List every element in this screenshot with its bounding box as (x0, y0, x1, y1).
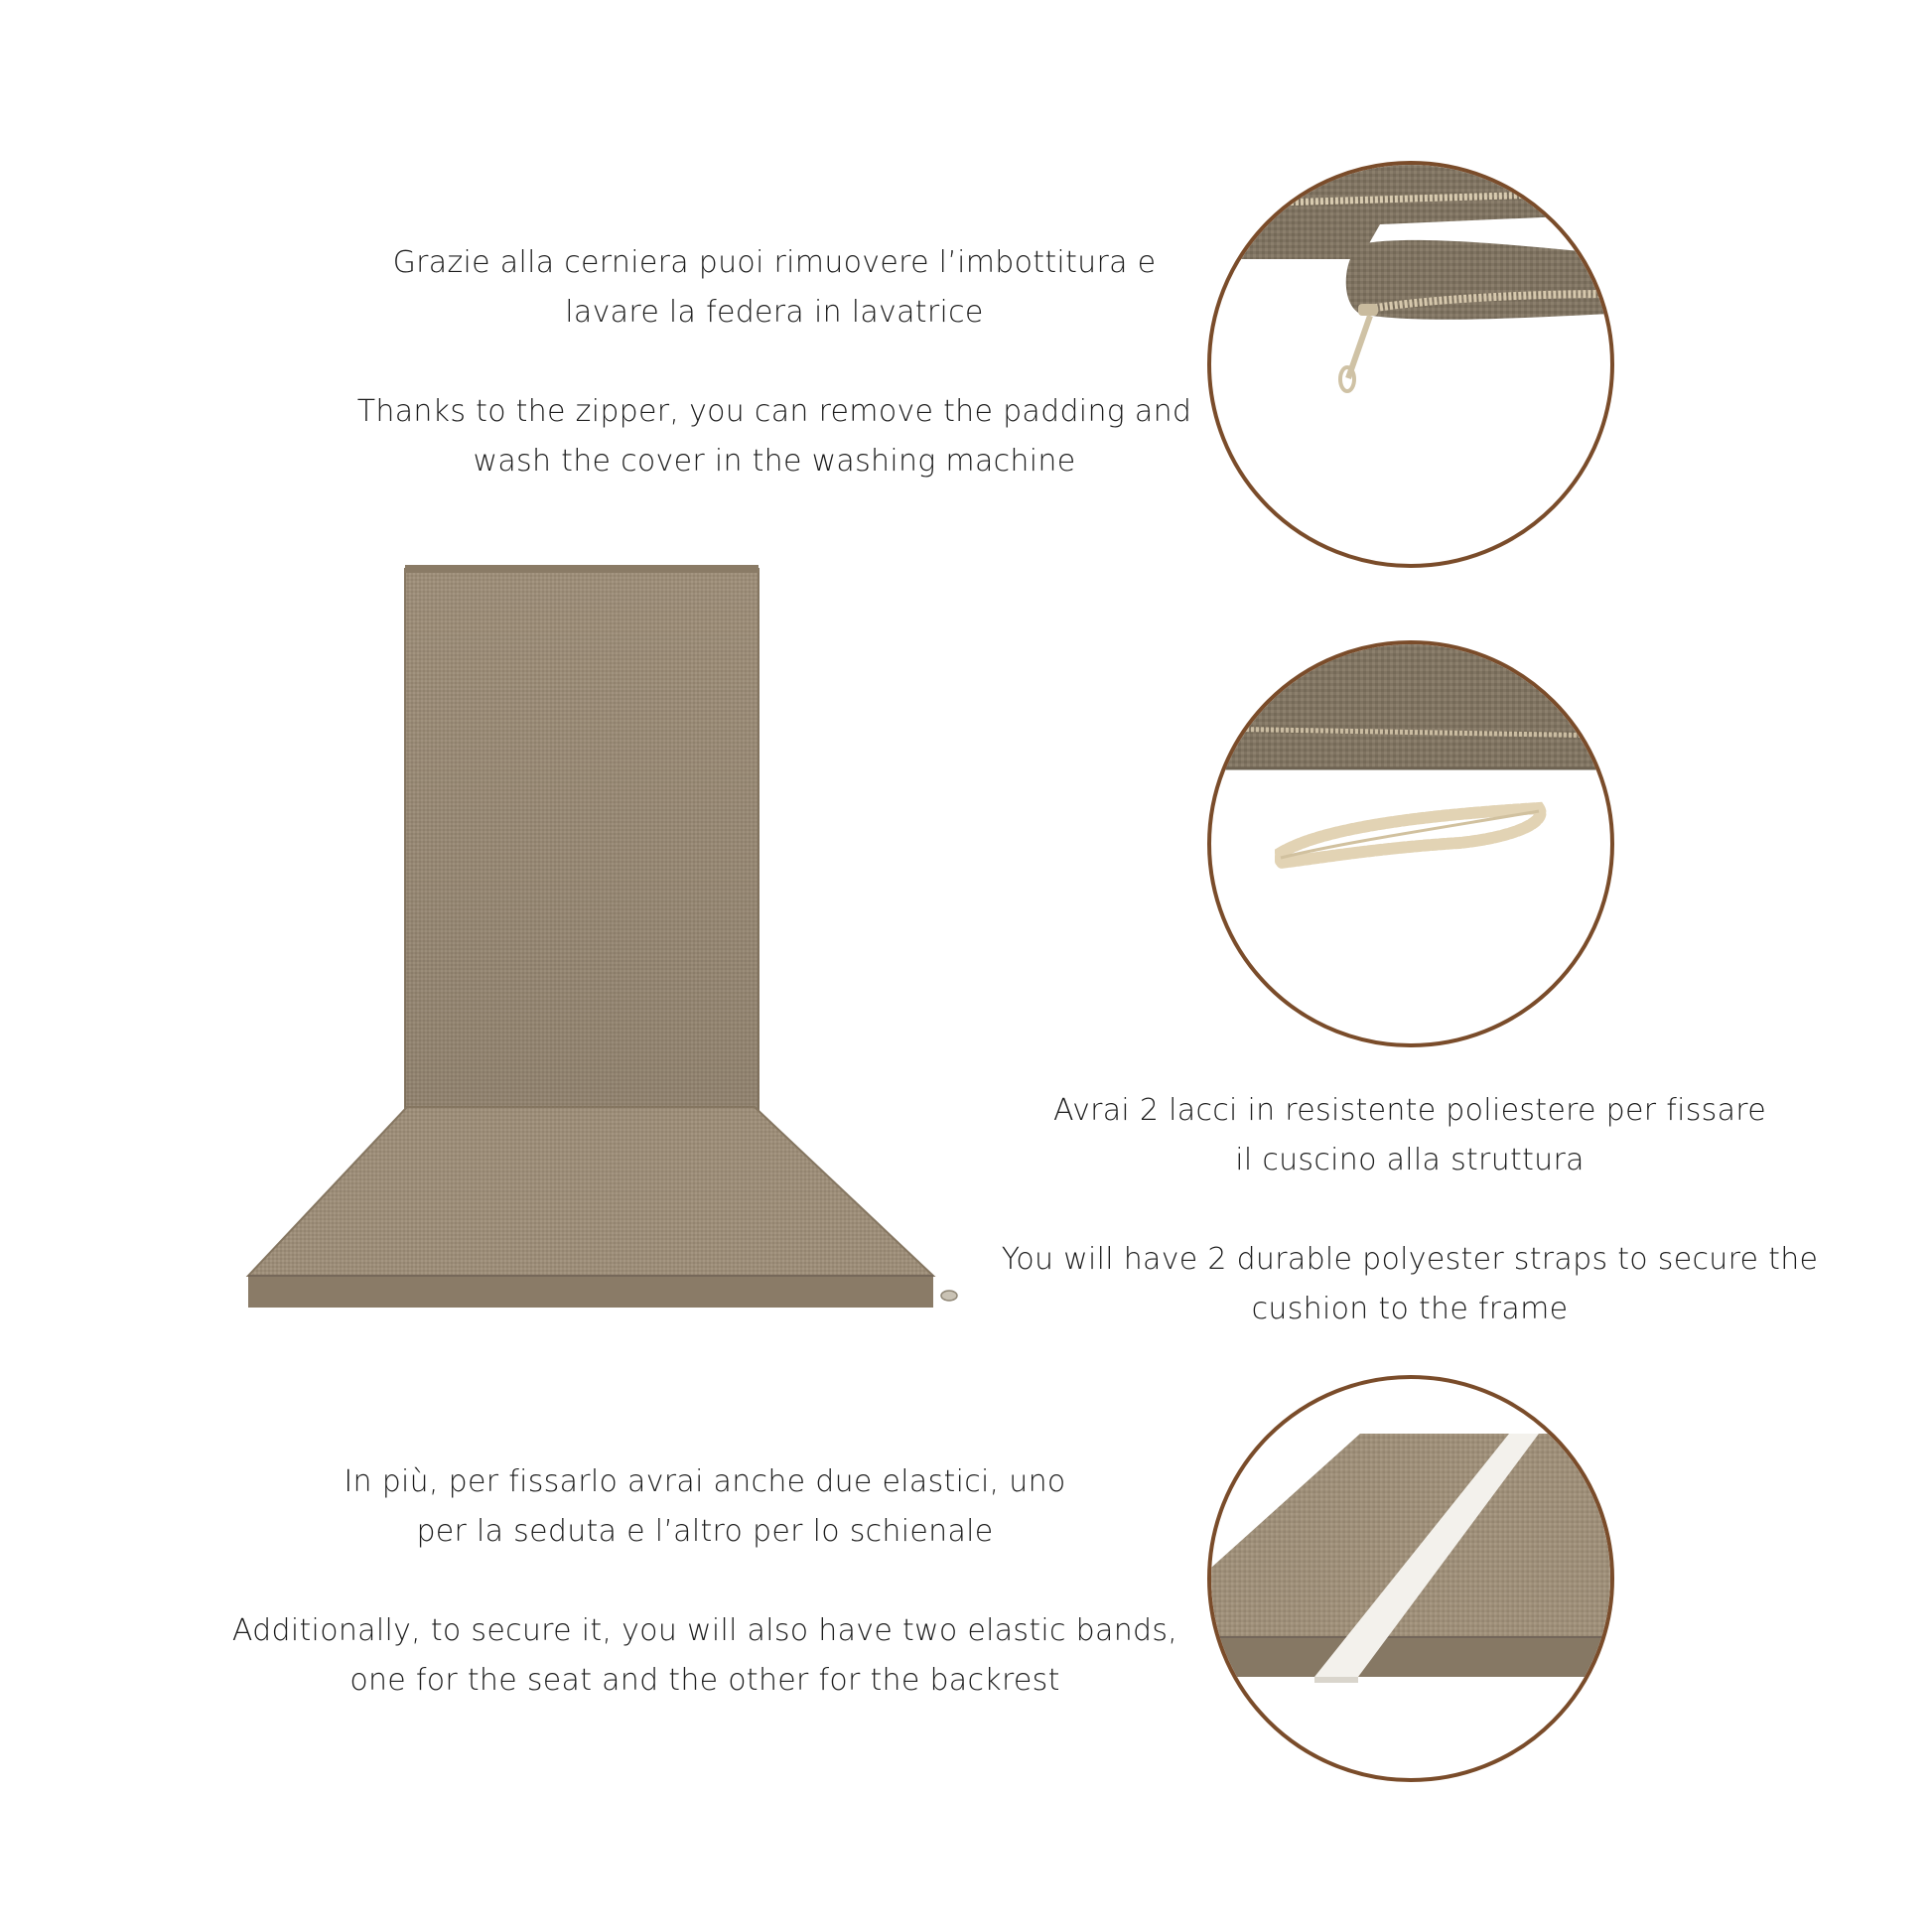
zipper-caption-it-line2: lavare la federa in lavatrice (565, 295, 984, 330)
strap-caption-en-line2: cushion to the frame (1251, 1292, 1569, 1326)
elastic-caption (228, 1457, 1181, 1706)
strap-caption-it-line2: il cuscino alla struttura (1235, 1143, 1585, 1177)
elastic-caption-en-line2: one for the seat and the other for the backrest (349, 1663, 1060, 1698)
strap-caption (973, 1086, 1847, 1334)
strap-cord-icon (1211, 644, 1610, 1043)
strap-caption-en-line1: You will have 2 durable polyester straps to secure the (1001, 1242, 1819, 1277)
zipper-caption-en-line2: wash the cover in the washing machine (473, 444, 1076, 479)
strap-caption-it-line1: Avrai 2 lacci in resistente poliestere per fissare (1053, 1093, 1766, 1128)
elastic-caption-it-line2: per la seduta e l’altro per lo schienale (416, 1514, 994, 1549)
zipper-caption-it-line1: Grazie alla cerniera puoi rimuovere l’imbottitura e (392, 245, 1157, 280)
elastic-caption-it-line1: In più, per fissarlo avrai anche due elastici, uno (344, 1464, 1066, 1499)
elastic-caption-en-line1: Additionally, to secure it, you will also have two elastic bands, (231, 1613, 1178, 1648)
zipper-detail-circle (1207, 161, 1614, 568)
lounger-cushion-icon (238, 561, 973, 1315)
zipper-caption-en-line1: Thanks to the zipper, you can remove the padding and (356, 394, 1192, 429)
elastic-band-icon (1211, 1379, 1610, 1778)
zipper-caption (338, 238, 1211, 486)
strap-detail-circle (1207, 640, 1614, 1047)
zipper-detail-icon (1211, 165, 1610, 564)
lounger-cushion-photo (238, 561, 973, 1315)
elastic-detail-circle (1207, 1375, 1614, 1782)
